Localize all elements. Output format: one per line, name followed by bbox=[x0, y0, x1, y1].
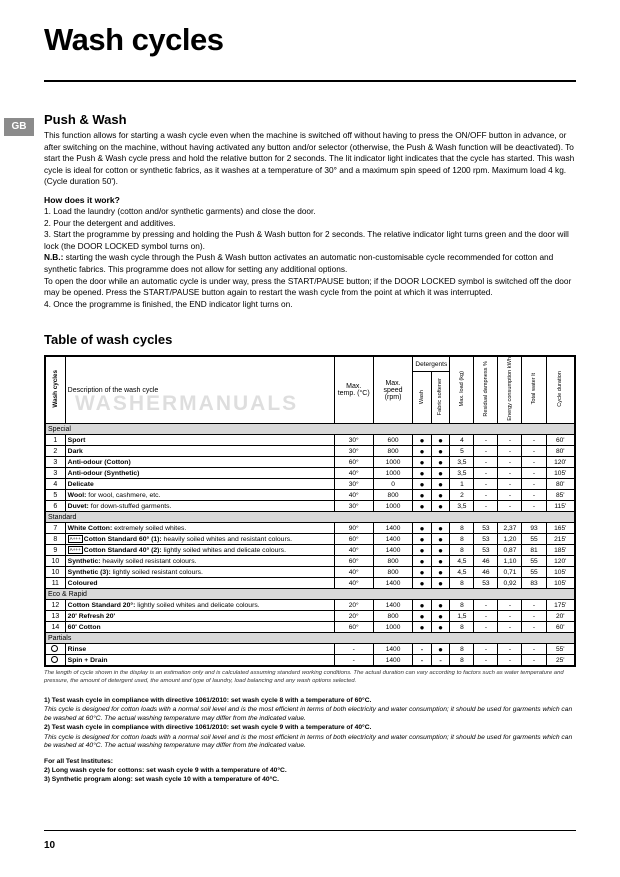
max-load: 1,5 bbox=[450, 611, 474, 622]
max-temp: 20° bbox=[334, 600, 373, 611]
max-load: 4,5 bbox=[450, 556, 474, 567]
residual-dampness: - bbox=[474, 600, 498, 611]
max-load: 5 bbox=[450, 446, 474, 457]
softener-dot: ● bbox=[431, 479, 450, 490]
header-max-load: Max. load (kg) bbox=[450, 357, 474, 424]
table-group-label: Special bbox=[46, 424, 575, 435]
energy-consumption: - bbox=[498, 435, 522, 446]
footnote-1-body: This cycle is designed for cotton loads with a normal soil level and is the most efficient in terms of both electricity and water consumption; it should be used for garments which can be washed at 60°C. The actual washing temperature may differ from the indicated value. bbox=[44, 706, 573, 722]
energy-label-icon: A+++ bbox=[69, 547, 81, 553]
wash-cycles-table bbox=[45, 356, 575, 666]
max-load: 8 bbox=[450, 523, 474, 534]
max-speed: 1400 bbox=[373, 644, 412, 655]
max-load: 1 bbox=[450, 479, 474, 490]
header-divider bbox=[44, 80, 576, 82]
softener-dot: - bbox=[431, 655, 450, 666]
total-water: - bbox=[522, 468, 546, 479]
max-load: 8 bbox=[450, 644, 474, 655]
table-row bbox=[46, 435, 575, 446]
cycle-description bbox=[65, 534, 334, 545]
total-water: - bbox=[522, 435, 546, 446]
cycle-name: Wool: bbox=[67, 491, 87, 499]
energy-label-icon: A+++ bbox=[69, 536, 81, 542]
total-water: 55 bbox=[522, 567, 546, 578]
max-speed: 1400 bbox=[373, 523, 412, 534]
push-and-wash-intro: This function allows for starting a wash cycle even when the machine is switched off without having to press the ON/OFF button in advance, or after switching on the machine, without having activated any button and/or selector (otherwise, the Push & Wash function will be deactivated). To start the Push & Wash cycle press and hold the relative button for 2 seconds. The lit indicator light indicates that the cycle has started. This wash cycle is ideal for cotton or synthetic fabrics, as it washes at a temperature of 30° and a maximum spin speed of 1200 rpm. Maximum load 4 kg. (Cycle duration 50'). bbox=[44, 130, 575, 187]
step-4: 4. Once the programme is finished, the END indicator light turns on. bbox=[44, 298, 293, 309]
energy-consumption: - bbox=[498, 611, 522, 622]
max-speed: 1000 bbox=[373, 468, 412, 479]
energy-consumption: - bbox=[498, 468, 522, 479]
residual-dampness: 46 bbox=[474, 567, 498, 578]
max-load: 3,5 bbox=[450, 468, 474, 479]
max-speed: 800 bbox=[373, 446, 412, 457]
wash-dot: ● bbox=[413, 457, 432, 468]
energy-consumption: 0,92 bbox=[498, 578, 522, 589]
residual-dampness: 53 bbox=[474, 545, 498, 556]
max-speed: 1000 bbox=[373, 501, 412, 512]
max-load: 8 bbox=[450, 600, 474, 611]
max-load: 2 bbox=[450, 490, 474, 501]
energy-consumption: 0,87 bbox=[498, 545, 522, 556]
header-cycle-duration: Cycle duration bbox=[546, 357, 574, 424]
header-detergents: Detergents bbox=[413, 357, 450, 372]
total-water: - bbox=[522, 600, 546, 611]
max-load: 8 bbox=[450, 655, 474, 666]
table-row bbox=[46, 501, 575, 512]
energy-consumption: - bbox=[498, 622, 522, 633]
test-institutes-3: 3) Synthetic program along: set wash cycle 10 with a temperature of 40°C. bbox=[44, 776, 279, 784]
residual-dampness: - bbox=[474, 655, 498, 666]
table-row bbox=[46, 468, 575, 479]
cycle-number: 1 bbox=[46, 435, 66, 446]
language-tab: GB bbox=[4, 118, 34, 136]
cycle-duration: 185' bbox=[546, 545, 574, 556]
footnote-1-title: 1) Test wash cycle in compliance with directive 1061/2010: set wash cycle 8 with a temperature of 60°C. bbox=[44, 697, 372, 705]
wash-dot: ● bbox=[413, 622, 432, 633]
residual-dampness: 46 bbox=[474, 556, 498, 567]
cycle-description bbox=[65, 600, 334, 611]
cycle-number: 14 bbox=[46, 622, 66, 633]
spin-icon bbox=[51, 656, 58, 663]
table-group-row bbox=[46, 589, 575, 600]
wash-dot: ● bbox=[413, 479, 432, 490]
cycle-duration: 60' bbox=[546, 435, 574, 446]
table-row bbox=[46, 545, 575, 556]
table-row bbox=[46, 611, 575, 622]
total-water: - bbox=[522, 457, 546, 468]
cycle-name: Anti-odour (Cotton) bbox=[67, 458, 131, 466]
wash-dot: ● bbox=[413, 490, 432, 501]
residual-dampness: 53 bbox=[474, 578, 498, 589]
footer-divider bbox=[44, 830, 576, 831]
cycle-description bbox=[65, 567, 334, 578]
softener-dot: ● bbox=[431, 468, 450, 479]
softener-dot: ● bbox=[431, 523, 450, 534]
cycle-description bbox=[65, 435, 334, 446]
cycle-detail: lightly soiled whites and delicate colours. bbox=[161, 546, 286, 554]
header-residual-dampness: Residual dampness % bbox=[474, 357, 498, 424]
cycle-name: Duvet: bbox=[67, 502, 89, 510]
max-temp: 60° bbox=[334, 556, 373, 567]
table-row bbox=[46, 567, 575, 578]
cycle-detail: for wool, cashmere, etc. bbox=[86, 491, 161, 499]
cycle-description bbox=[65, 655, 334, 666]
cycle-duration: 80' bbox=[546, 446, 574, 457]
wash-dot: ● bbox=[413, 567, 432, 578]
max-load: 8 bbox=[450, 578, 474, 589]
residual-dampness: - bbox=[474, 490, 498, 501]
cycle-description bbox=[65, 523, 334, 534]
max-temp: 30° bbox=[334, 435, 373, 446]
table-group-label: Eco & Rapid bbox=[46, 589, 575, 600]
max-temp: 40° bbox=[334, 578, 373, 589]
wash-dot: - bbox=[413, 655, 432, 666]
total-water: - bbox=[522, 501, 546, 512]
max-load: 8 bbox=[450, 622, 474, 633]
nb-text: starting the wash cycle through the Push & Wash button activates an automatic non-customisable cycle recommended for cotton and synthetic fabrics. This programme does not allow for setting any additional options. bbox=[44, 252, 554, 274]
push-and-wash-heading: Push & Wash bbox=[44, 112, 127, 127]
max-temp: 30° bbox=[334, 479, 373, 490]
total-water: 93 bbox=[522, 523, 546, 534]
softener-dot: ● bbox=[431, 611, 450, 622]
total-water: - bbox=[522, 622, 546, 633]
max-load: 3,5 bbox=[450, 457, 474, 468]
max-temp: 60° bbox=[334, 534, 373, 545]
total-water: 83 bbox=[522, 578, 546, 589]
total-water: - bbox=[522, 611, 546, 622]
cycle-detail: lightly soiled whites and delicate colours. bbox=[135, 601, 260, 609]
softener-dot: ● bbox=[431, 578, 450, 589]
residual-dampness: 53 bbox=[474, 523, 498, 534]
table-row bbox=[46, 622, 575, 633]
cycle-name: Dark bbox=[67, 447, 83, 455]
max-speed: 1400 bbox=[373, 578, 412, 589]
cycle-number: 9 bbox=[46, 545, 66, 556]
residual-dampness: - bbox=[474, 479, 498, 490]
wash-dot: ● bbox=[413, 534, 432, 545]
total-water: - bbox=[522, 655, 546, 666]
rinse-icon bbox=[51, 645, 58, 652]
max-temp: 20° bbox=[334, 611, 373, 622]
step-3: 3. Start the programme by pressing and holding the Push & Wash button for 2 seconds. The relative indicator light turns green and the door will lock (the DOOR LOCKED symbol turns on). bbox=[44, 229, 569, 251]
cycle-duration: 105' bbox=[546, 468, 574, 479]
cycle-number: 2 bbox=[46, 446, 66, 457]
max-speed: 1400 bbox=[373, 545, 412, 556]
test-institutes-title: For all Test Institutes: bbox=[44, 757, 113, 765]
table-row bbox=[46, 523, 575, 534]
cycle-number: 13 bbox=[46, 611, 66, 622]
cycle-description bbox=[65, 556, 334, 567]
total-water: 55 bbox=[522, 534, 546, 545]
residual-dampness: - bbox=[474, 501, 498, 512]
max-temp: - bbox=[334, 655, 373, 666]
cycle-name: Cotton Standard 60° (1): bbox=[83, 535, 162, 543]
softener-dot: ● bbox=[431, 501, 450, 512]
energy-consumption: - bbox=[498, 600, 522, 611]
softener-dot: ● bbox=[431, 545, 450, 556]
cycle-description bbox=[65, 545, 334, 556]
table-header-group-row bbox=[46, 357, 575, 372]
cycle-detail: heavily soiled resistant colours. bbox=[100, 557, 197, 565]
energy-consumption: - bbox=[498, 446, 522, 457]
cycle-number: 5 bbox=[46, 490, 66, 501]
energy-consumption: - bbox=[498, 501, 522, 512]
header-wash: Wash bbox=[413, 372, 432, 424]
cycle-description bbox=[65, 446, 334, 457]
max-temp: 60° bbox=[334, 457, 373, 468]
cycle-number bbox=[46, 644, 66, 655]
max-temp: - bbox=[334, 644, 373, 655]
header-fabric-softener: Fabric softener bbox=[431, 372, 450, 424]
cycle-duration: 120' bbox=[546, 556, 574, 567]
max-load: 3,5 bbox=[450, 501, 474, 512]
cycle-detail: lightly soiled resistant colours. bbox=[110, 568, 203, 576]
cycle-duration: 120' bbox=[546, 457, 574, 468]
cycle-description bbox=[65, 479, 334, 490]
page-number: 10 bbox=[44, 840, 56, 851]
table-row bbox=[46, 600, 575, 611]
cycle-number: 11 bbox=[46, 578, 66, 589]
max-speed: 0 bbox=[373, 479, 412, 490]
cycle-number bbox=[46, 655, 66, 666]
table-group-row bbox=[46, 633, 575, 644]
header-energy-consumption: Energy consumption kWh bbox=[498, 357, 522, 424]
softener-dot: ● bbox=[431, 622, 450, 633]
nb-label: N.B.: bbox=[44, 252, 64, 263]
energy-consumption: - bbox=[498, 457, 522, 468]
cycle-name: Cotton Standard 40° (2): bbox=[83, 546, 162, 554]
cycle-name: White Cotton: bbox=[67, 524, 113, 532]
softener-dot: ● bbox=[431, 644, 450, 655]
cycle-description bbox=[65, 611, 334, 622]
table-group-row bbox=[46, 512, 575, 523]
cycle-name: Synthetic: bbox=[67, 557, 101, 565]
energy-consumption: 0,71 bbox=[498, 567, 522, 578]
max-temp: 40° bbox=[334, 545, 373, 556]
table-row bbox=[46, 457, 575, 468]
cycle-description bbox=[65, 578, 334, 589]
residual-dampness: - bbox=[474, 622, 498, 633]
cycle-number: 3 bbox=[46, 457, 66, 468]
cycle-number: 12 bbox=[46, 600, 66, 611]
total-water: - bbox=[522, 490, 546, 501]
table-row bbox=[46, 578, 575, 589]
energy-consumption: 1,10 bbox=[498, 556, 522, 567]
cycle-name: Delicate bbox=[67, 480, 94, 488]
cycle-number: 10 bbox=[46, 556, 66, 567]
max-temp: 30° bbox=[334, 501, 373, 512]
total-water: - bbox=[522, 446, 546, 457]
energy-consumption: - bbox=[498, 490, 522, 501]
cycle-number: 10 bbox=[46, 567, 66, 578]
energy-consumption: 2,37 bbox=[498, 523, 522, 534]
watermark: WASHERMANUALS bbox=[75, 392, 299, 416]
header-total-water: Total water lt bbox=[522, 357, 546, 424]
softener-dot: ● bbox=[431, 457, 450, 468]
table-row bbox=[46, 644, 575, 655]
residual-dampness: - bbox=[474, 468, 498, 479]
residual-dampness: - bbox=[474, 644, 498, 655]
cycle-description bbox=[65, 622, 334, 633]
cycle-detail: extremely soiled whites. bbox=[112, 524, 187, 532]
cycle-duration: 55' bbox=[546, 644, 574, 655]
residual-dampness: - bbox=[474, 435, 498, 446]
open-door-note: To open the door while an automatic cycle is under way, press the START/PAUSE button; if the DOOR LOCKED symbol is switched off the door may be opened. Press the START/PAUSE button again to restart the wash cycle from the point at which it was interrupted. bbox=[44, 275, 572, 298]
softener-dot: ● bbox=[431, 534, 450, 545]
cycle-detail: for down-stuffed garments. bbox=[88, 502, 172, 510]
softener-dot: ● bbox=[431, 567, 450, 578]
cycle-duration: 215' bbox=[546, 534, 574, 545]
total-water: - bbox=[522, 479, 546, 490]
page-title: Wash cycles bbox=[44, 22, 224, 57]
max-temp: 90° bbox=[334, 523, 373, 534]
cycle-description bbox=[65, 490, 334, 501]
wash-dot: ● bbox=[413, 446, 432, 457]
cycle-duration: 115' bbox=[546, 501, 574, 512]
cycle-number: 4 bbox=[46, 479, 66, 490]
footnote-2-body: This cycle is designed for cotton loads with a normal soil level and is the most efficient in terms of both electricity and water consumption; it should be used for garments which can be washed at 40°C. The actual washing temperature may differ from the indicated value. bbox=[44, 733, 573, 750]
cycle-number: 3 bbox=[46, 468, 66, 479]
header-max-speed: Max. speed (rpm) bbox=[373, 357, 412, 424]
residual-dampness: 53 bbox=[474, 534, 498, 545]
cycle-duration: 25' bbox=[546, 655, 574, 666]
max-speed: 800 bbox=[373, 556, 412, 567]
cycle-name: 60' Cotton bbox=[67, 623, 101, 631]
max-load: 8 bbox=[450, 545, 474, 556]
table-row bbox=[46, 479, 575, 490]
how-does-it-work-heading: How does it work? bbox=[44, 194, 120, 205]
cycle-duration: 105' bbox=[546, 567, 574, 578]
cycle-name: Synthetic (3): bbox=[67, 568, 111, 576]
max-temp: 30° bbox=[334, 446, 373, 457]
energy-consumption: - bbox=[498, 644, 522, 655]
max-temp: 60° bbox=[334, 622, 373, 633]
residual-dampness: - bbox=[474, 446, 498, 457]
wash-dot: ● bbox=[413, 578, 432, 589]
cycle-name: Spin + Drain bbox=[67, 656, 108, 664]
max-speed: 1400 bbox=[373, 534, 412, 545]
header-description: Description of the wash cycle bbox=[65, 357, 334, 424]
max-speed: 800 bbox=[373, 611, 412, 622]
cycle-duration: 20' bbox=[546, 611, 574, 622]
max-speed: 800 bbox=[373, 567, 412, 578]
cycle-number: 8 bbox=[46, 534, 66, 545]
table-of-wash-cycles-heading: Table of wash cycles bbox=[44, 332, 173, 348]
cycle-description bbox=[65, 644, 334, 655]
cycle-duration: 80' bbox=[546, 479, 574, 490]
total-water: 81 bbox=[522, 545, 546, 556]
cycle-name: Anti-odour (Synthetic) bbox=[67, 469, 140, 477]
table-row bbox=[46, 556, 575, 567]
wash-dot: ● bbox=[413, 545, 432, 556]
energy-consumption: 1,20 bbox=[498, 534, 522, 545]
cycle-duration: 105' bbox=[546, 578, 574, 589]
wash-dot: ● bbox=[413, 523, 432, 534]
residual-dampness: - bbox=[474, 457, 498, 468]
total-water: - bbox=[522, 644, 546, 655]
wash-dot: ● bbox=[413, 600, 432, 611]
wash-dot: ● bbox=[413, 611, 432, 622]
step-1: 1. Load the laundry (cotton and/or synthetic garments) and close the door. bbox=[44, 205, 316, 216]
cycle-description bbox=[65, 501, 334, 512]
wash-dot: ● bbox=[413, 556, 432, 567]
table-group-row bbox=[46, 424, 575, 435]
max-speed: 1000 bbox=[373, 457, 412, 468]
table-row bbox=[46, 446, 575, 457]
max-temp: 40° bbox=[334, 567, 373, 578]
max-speed: 800 bbox=[373, 490, 412, 501]
step-2: 2. Pour the detergent and additives. bbox=[44, 217, 176, 228]
cycle-name: 20' Refresh 20' bbox=[67, 612, 116, 620]
cycle-number: 6 bbox=[46, 501, 66, 512]
residual-dampness: - bbox=[474, 611, 498, 622]
cycle-name: Coloured bbox=[67, 579, 98, 587]
table-group-label: Standard bbox=[46, 512, 575, 523]
softener-dot: ● bbox=[431, 556, 450, 567]
cycle-duration: 60' bbox=[546, 622, 574, 633]
max-load: 8 bbox=[450, 534, 474, 545]
table-row bbox=[46, 534, 575, 545]
test-institutes-2: 2) Long wash cycle for cottons: set wash cycle 9 with a temperature of 40°C. bbox=[44, 766, 287, 774]
wash-cycles-table-wrapper bbox=[44, 355, 576, 667]
cycle-name: Cotton Standard 20°: bbox=[67, 601, 136, 609]
softener-dot: ● bbox=[431, 490, 450, 501]
nb-note bbox=[44, 252, 576, 275]
table-group-label: Partials bbox=[46, 633, 575, 644]
header-wash-cycles: Wash cycles bbox=[46, 357, 66, 424]
softener-dot: ● bbox=[431, 435, 450, 446]
energy-consumption: - bbox=[498, 479, 522, 490]
max-speed: 600 bbox=[373, 435, 412, 446]
cycle-duration: 165' bbox=[546, 523, 574, 534]
footnotes bbox=[44, 697, 576, 785]
table-body bbox=[46, 424, 575, 666]
footnote-2-title: 2) Test wash cycle in compliance with directive 1061/2010: set wash cycle 9 with a temperature of 40°C. bbox=[44, 724, 372, 732]
cycle-description bbox=[65, 468, 334, 479]
table-row bbox=[46, 655, 575, 666]
wash-dot: - bbox=[413, 644, 432, 655]
max-temp: 40° bbox=[334, 468, 373, 479]
cycle-number: 7 bbox=[46, 523, 66, 534]
max-speed: 1400 bbox=[373, 655, 412, 666]
max-load: 4 bbox=[450, 435, 474, 446]
total-water: 55 bbox=[522, 556, 546, 567]
wash-dot: ● bbox=[413, 468, 432, 479]
cycle-name: Sport bbox=[67, 436, 86, 444]
max-speed: 1400 bbox=[373, 600, 412, 611]
max-temp: 40° bbox=[334, 490, 373, 501]
softener-dot: ● bbox=[431, 446, 450, 457]
table-row bbox=[46, 490, 575, 501]
wash-dot: ● bbox=[413, 501, 432, 512]
cycle-detail: heavily soiled whites and resistant colours. bbox=[161, 535, 293, 543]
max-speed: 1000 bbox=[373, 622, 412, 633]
cycle-description bbox=[65, 457, 334, 468]
content bbox=[44, 112, 576, 786]
energy-consumption: - bbox=[498, 655, 522, 666]
cycle-duration: 175' bbox=[546, 600, 574, 611]
max-load: 4,5 bbox=[450, 567, 474, 578]
wash-dot: ● bbox=[413, 435, 432, 446]
softener-dot: ● bbox=[431, 600, 450, 611]
cycle-name: Rinse bbox=[67, 645, 87, 653]
header-max-temp: Max. temp. (°C) bbox=[334, 357, 373, 424]
table-note: The length of cycle shown in the display is an estimation only and is calculated assuming standard working conditions. The actual duration can vary according to factors such as water temperature and pressure, the amount of detergent used, the amount and type of laundry, load balancing and any wash options selected. bbox=[44, 670, 564, 684]
cycle-duration: 85' bbox=[546, 490, 574, 501]
